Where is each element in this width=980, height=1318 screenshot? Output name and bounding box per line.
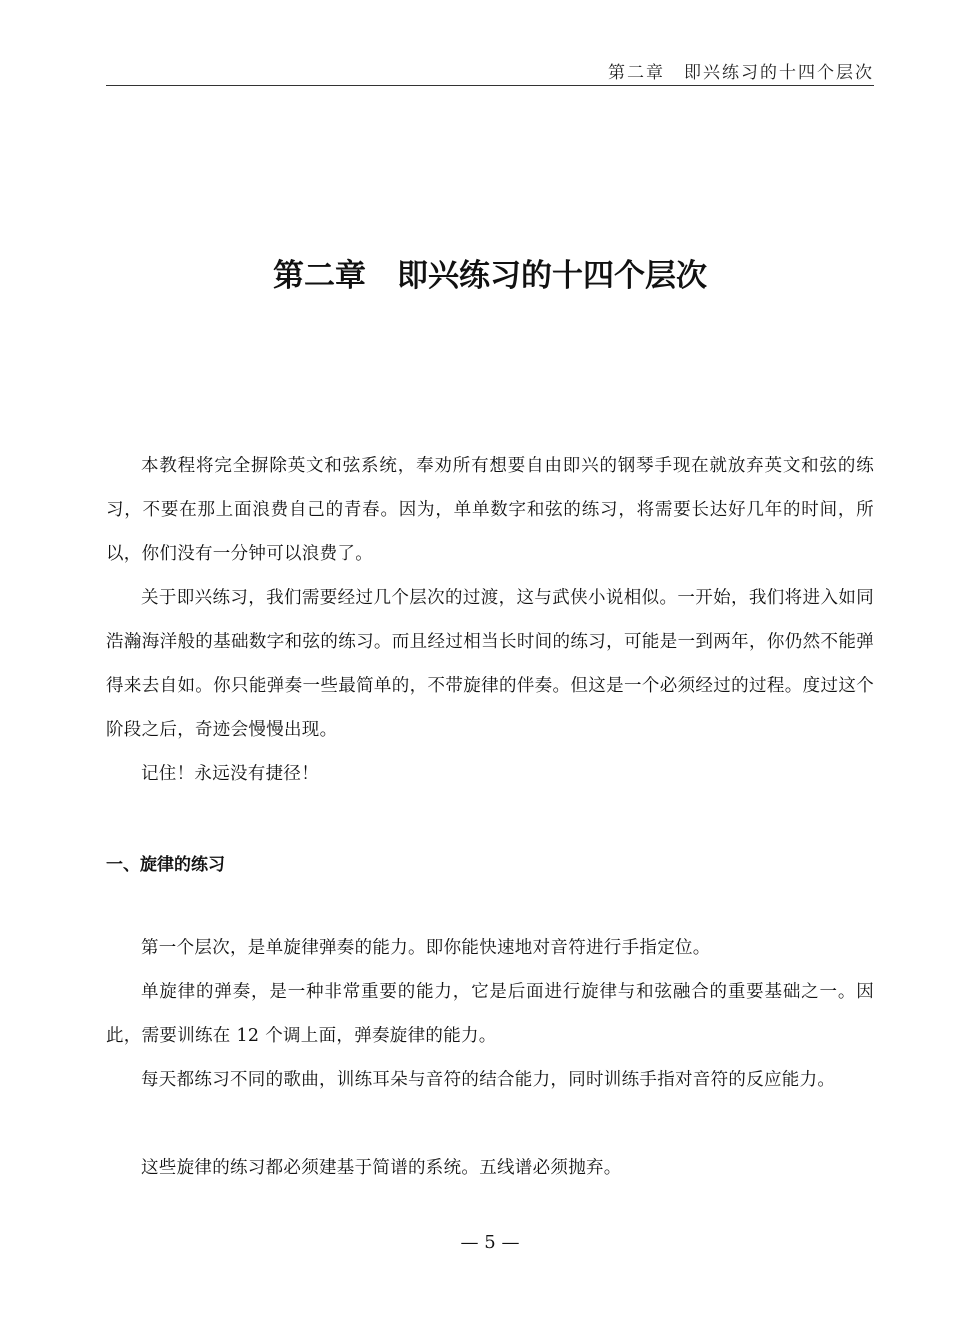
- running-header: 第二章 即兴练习的十四个层次: [608, 63, 874, 83]
- header-rule: [106, 85, 874, 86]
- section-paragraph-3: 每天都练习不同的歌曲，训练耳朵与音符的结合能力，同时训练手指对音符的反应能力。: [141, 1070, 836, 1090]
- intro-paragraph-1: 本教程将完全摒除英文和弦系统，奉劝所有想要自由即兴的钢琴手现在就放弃英文和弦的练习，不要在那上面浪费自己的青春。因为，单单数字和弦的练习，将需要长达好几年的时间，所以，你们没有一分钟可以浪费了。: [106, 456, 874, 564]
- section-paragraph-4: 这些旋律的练习都必须建基于简谱的系统。五线谱必须抛弃。: [141, 1158, 622, 1178]
- section-paragraph-1: 第一个层次，是单旋律弹奏的能力。即你能快速地对音符进行手指定位。: [141, 938, 711, 958]
- chapter-title: 第二章 即兴练习的十四个层次: [273, 258, 707, 294]
- section-paragraph-2: 单旋律的弹奏，是一种非常重要的能力，它是后面进行旋律与和弦融合的重要基础之一。因此，需要训练在 12 个调上面，弹奏旋律的能力。: [106, 982, 874, 1046]
- page-number: — 5 —: [460, 1232, 520, 1253]
- intro-paragraph-2: 关于即兴练习，我们需要经过几个层次的过渡，这与武侠小说相似。一开始，我们将进入如同浩瀚海洋般的基础数字和弦的练习。而且经过相当长时间的练习，可能是一到两年，你仍然不能弹得来去自如。你只能弹奏一些最简单的，不带旋律的伴奏。但这是一个必须经过的过程。度过这个阶段之后，奇迹会慢慢出现。: [106, 588, 874, 740]
- section-heading: 一、旋律的练习: [106, 855, 225, 875]
- intro-paragraph-3: 记住！永远没有捷径！: [141, 764, 319, 784]
